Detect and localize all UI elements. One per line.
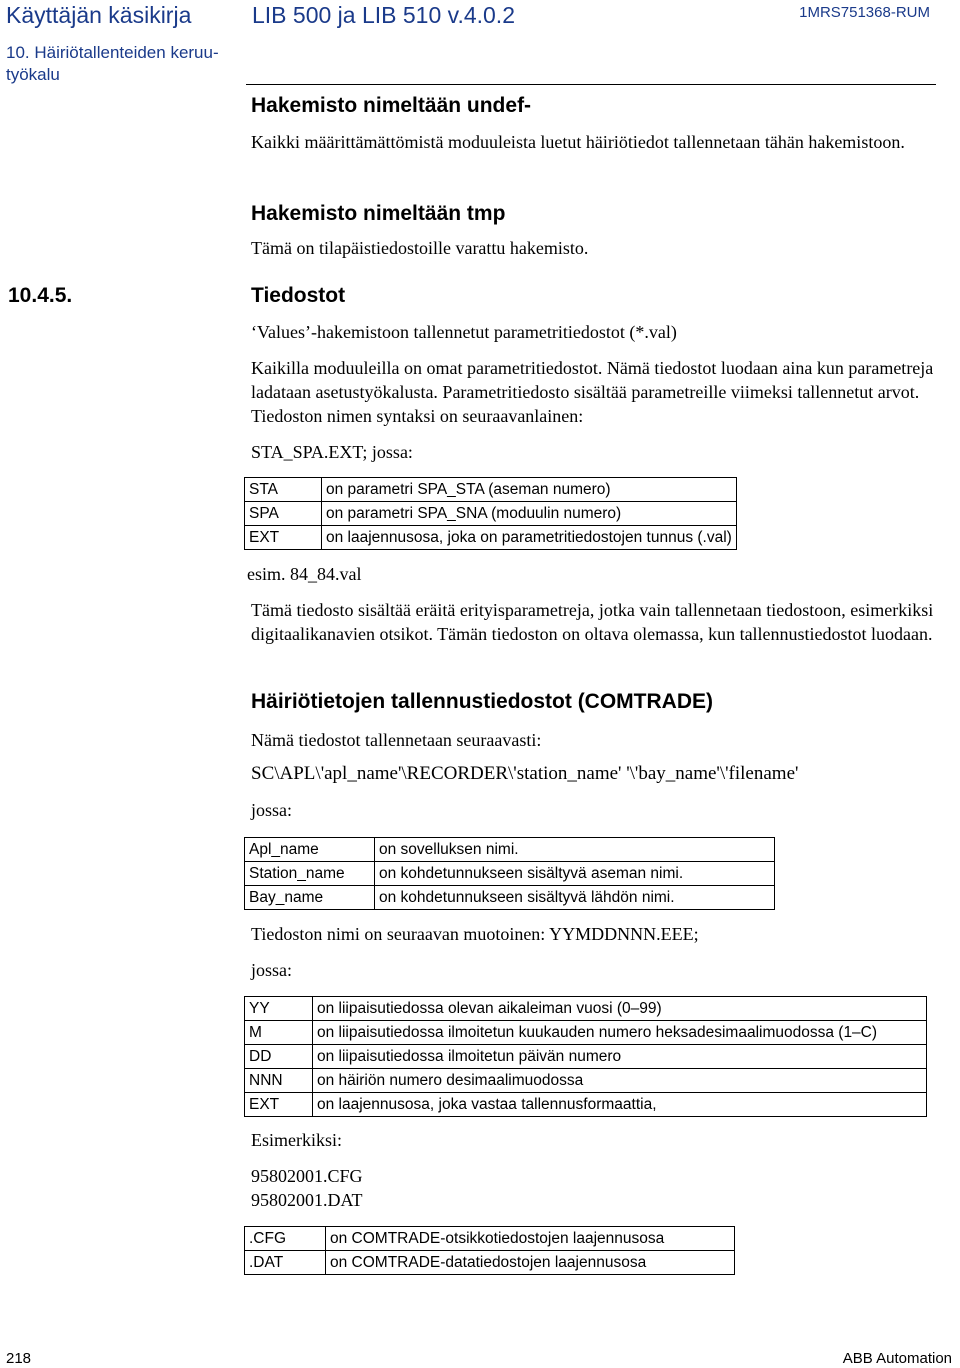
jossa-label: jossa: (251, 800, 293, 820)
example-cfg: 95802001.CFG (251, 1166, 363, 1186)
undef-heading: Hakemisto nimeltään undef- (251, 94, 532, 117)
section-heading: Tiedostot (251, 284, 346, 307)
table-value: on parametri SPA_SNA (moduulin numero) (322, 502, 737, 526)
table-key: .DAT (245, 1251, 326, 1275)
example-line: esim. 84_84.val (247, 564, 362, 584)
page-number: 218 (6, 1350, 32, 1367)
comtrade-intro: Nämä tiedostot tallennetaan seuraavasti: (251, 730, 542, 750)
table-key: EXT (245, 1093, 313, 1117)
tmp-heading: Hakemisto nimeltään tmp (251, 202, 506, 225)
tmp-text: Tämä on tilapäistiedostoille varattu hakemisto. (251, 238, 589, 258)
filename-definition-table (244, 996, 927, 1117)
company-name: ABB Automation (842, 1350, 952, 1367)
path-definition-table (244, 837, 775, 910)
table-row (245, 1069, 927, 1093)
values-line: ‘Values’-hakemistoon tallennetut parametritiedostot (*.val) (251, 322, 677, 342)
undef-text: Kaikki määrittämättömistä moduuleista luetut häiriötiedot tallennetaan tähän hakemistoon. (251, 132, 905, 152)
table-row (245, 1093, 927, 1117)
product-title: LIB 500 ja LIB 510 v.4.0.2 (252, 2, 515, 28)
table-key: NNN (245, 1069, 313, 1093)
chapter-title: 10. Häiriötallenteiden keruu-työkalu (6, 43, 219, 84)
comtrade-heading: Häiriötietojen tallennustiedostot (COMTRADE) (251, 690, 713, 713)
jossa-label: jossa: (251, 960, 293, 980)
table-value: on kohdetunnukseen sisältyvä lähdön nimi. (375, 886, 775, 910)
table-value: on COMTRADE-datatiedostojen laajennusosa (326, 1251, 735, 1275)
extension-table (244, 1226, 735, 1275)
table-value: on COMTRADE-otsikkotiedostojen laajennusosa (326, 1227, 735, 1251)
table-value: on häiriön numero desimaalimuodossa (313, 1069, 927, 1093)
table-row (245, 1227, 735, 1251)
table-key: EXT (245, 526, 322, 550)
table-row (245, 997, 927, 1021)
table-key: YY (245, 997, 313, 1021)
table-row (245, 1251, 735, 1275)
table-row (245, 886, 775, 910)
table-row (245, 526, 737, 550)
header-rule (246, 84, 936, 85)
table-value: on liipaisutiedossa ilmoitetun päivän numero (313, 1045, 927, 1069)
table-key: .CFG (245, 1227, 326, 1251)
syntax-line: STA_SPA.EXT; jossa: (251, 442, 413, 462)
table-key: Station_name (245, 862, 375, 886)
section-number: 10.4.5. (8, 284, 73, 307)
table-row (245, 502, 737, 526)
example-dat: 95802001.DAT (251, 1190, 363, 1210)
comtrade-path: SC\APL\'apl_name'\RECORDER\'station_name' '\'bay_name'\'filename' (251, 763, 799, 784)
table-row (245, 478, 737, 502)
table-value: on parametri SPA_STA (aseman numero) (322, 478, 737, 502)
document-id: 1MRS751368-RUM (799, 4, 930, 21)
manual-title: Käyttäjän käsikirja (6, 2, 192, 28)
table-value: on kohdetunnukseen sisältyvä aseman nimi. (375, 862, 775, 886)
table-key: Bay_name (245, 886, 375, 910)
values-paragraph: Kaikilla moduuleilla on omat parametritiedostot. Nämä tiedostot luodaan aina kun parametreja ladataan asetustyökalusta. Parametritiedosto sisältää parametreille viimeksi tallennetut arvot. Tiedoston nimen syntaksi on seuraavanlainen: (251, 358, 934, 426)
table-key: M (245, 1021, 313, 1045)
table-row (245, 1021, 927, 1045)
table-key: DD (245, 1045, 313, 1069)
table-key: Apl_name (245, 838, 375, 862)
table-key: STA (245, 478, 322, 502)
examples-label: Esimerkiksi: (251, 1130, 342, 1150)
syntax-definition-table (244, 477, 737, 550)
table-value: on liipaisutiedossa ilmoitetun kuukauden numero heksadesimaalimuodossa (1–C) (313, 1021, 927, 1045)
table-value: on sovelluksen nimi. (375, 838, 775, 862)
table-row (245, 862, 775, 886)
table-value: on laajennusosa, joka vastaa tallennusformaattia, (313, 1093, 927, 1117)
table-value: on laajennusosa, joka on parametritiedostojen tunnus (.val) (322, 526, 737, 550)
special-paragraph: Tämä tiedosto sisältää eräitä erityisparametreja, jotka vain tallennetaan tiedostoon, esimerkiksi digitaalikanavien otsikot. Tämän tiedoston on oltava olemassa, kun tallennustiedostot luodaan. (251, 600, 934, 644)
table-row (245, 838, 775, 862)
table-key: SPA (245, 502, 322, 526)
filename-line: Tiedoston nimi on seuraavan muotoinen: YYMDDNNN.EEE; (251, 924, 699, 944)
table-value: on liipaisutiedossa olevan aikaleiman vuosi (0–99) (313, 997, 927, 1021)
table-row (245, 1045, 927, 1069)
